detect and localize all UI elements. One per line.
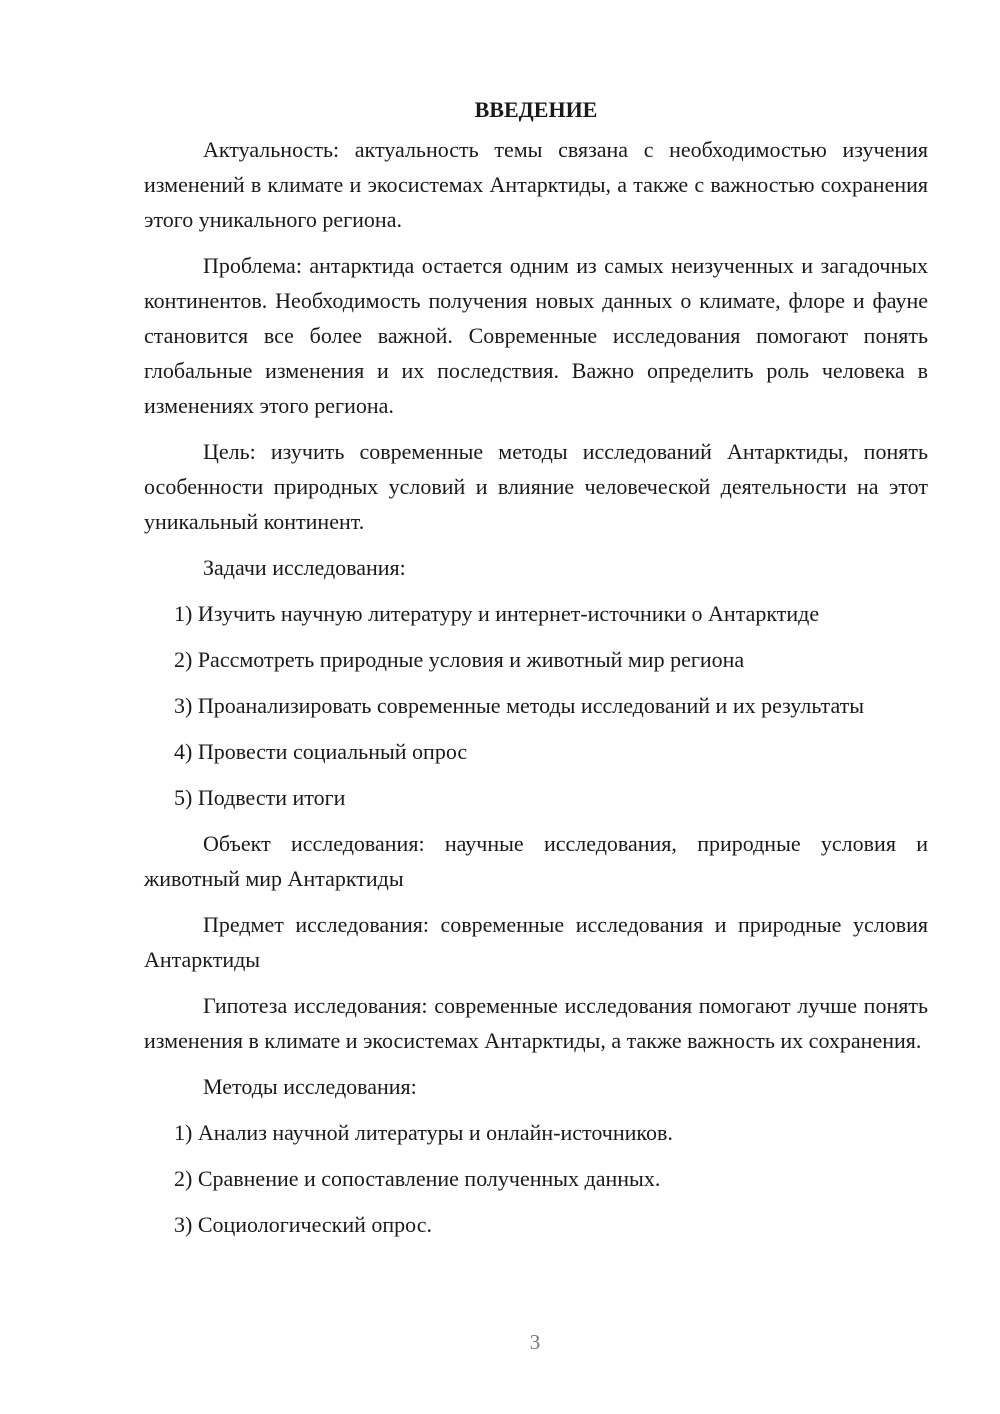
paragraph-hypothesis: Гипотеза исследования: современные исследования помогают лучше понять изменения в климате и экосистемах Антарктиды, а также важность их сохранения. xyxy=(144,993,928,1053)
method-item-1: 1) Анализ научной литературы и онлайн-источников. xyxy=(174,1120,673,1145)
paragraph-object: Объект исследования: научные исследования, природные условия и животный мир Антарктиды xyxy=(144,831,928,891)
methods-heading: Методы исследования: xyxy=(203,1074,417,1099)
page-number: 3 xyxy=(529,1330,541,1354)
task-item-2: 2) Рассмотреть природные условия и животный мир региона xyxy=(174,647,745,672)
document-page xyxy=(144,92,928,1253)
paragraph-goal: Цель: изучить современные методы исследований Антарктиды, понять особенности природных условий и влияние человеческой деятельности на этот уникальный континент. xyxy=(144,439,928,534)
paragraph-problem: Проблема: антарктида остается одним из самых неизученных и загадочных континентов. Необходимость получения новых данных о климате, флоре и фауне становится все более важной. Современные исследования помогают понять глобальные изменения и их последствия. Важно определить роль человека в изменениях этого региона. xyxy=(144,253,928,418)
section-title: ВВЕДЕНИЕ xyxy=(474,97,598,122)
method-item-2: 2) Сравнение и сопоставление полученных данных. xyxy=(174,1166,661,1191)
task-item-3: 3) Проанализировать современные методы исследований и их результаты xyxy=(174,693,865,718)
paragraph-relevance: Актуальность: актуальность темы связана с необходимостью изучения изменений в климате и экосистемах Антарктиды, а также с важностью сохранения этого уникального региона. xyxy=(144,137,928,232)
paragraph-subject: Предмет исследования: современные исследования и природные условия Антарктиды xyxy=(144,912,928,972)
task-item-4: 4) Провести социальный опрос xyxy=(174,739,468,764)
task-item-5: 5) Подвести итоги xyxy=(174,785,346,810)
tasks-heading: Задачи исследования: xyxy=(203,555,406,580)
task-item-1: 1) Изучить научную литературу и интернет-источники о Антарктиде xyxy=(174,601,820,626)
method-item-3: 3) Социологический опрос. xyxy=(174,1212,432,1237)
